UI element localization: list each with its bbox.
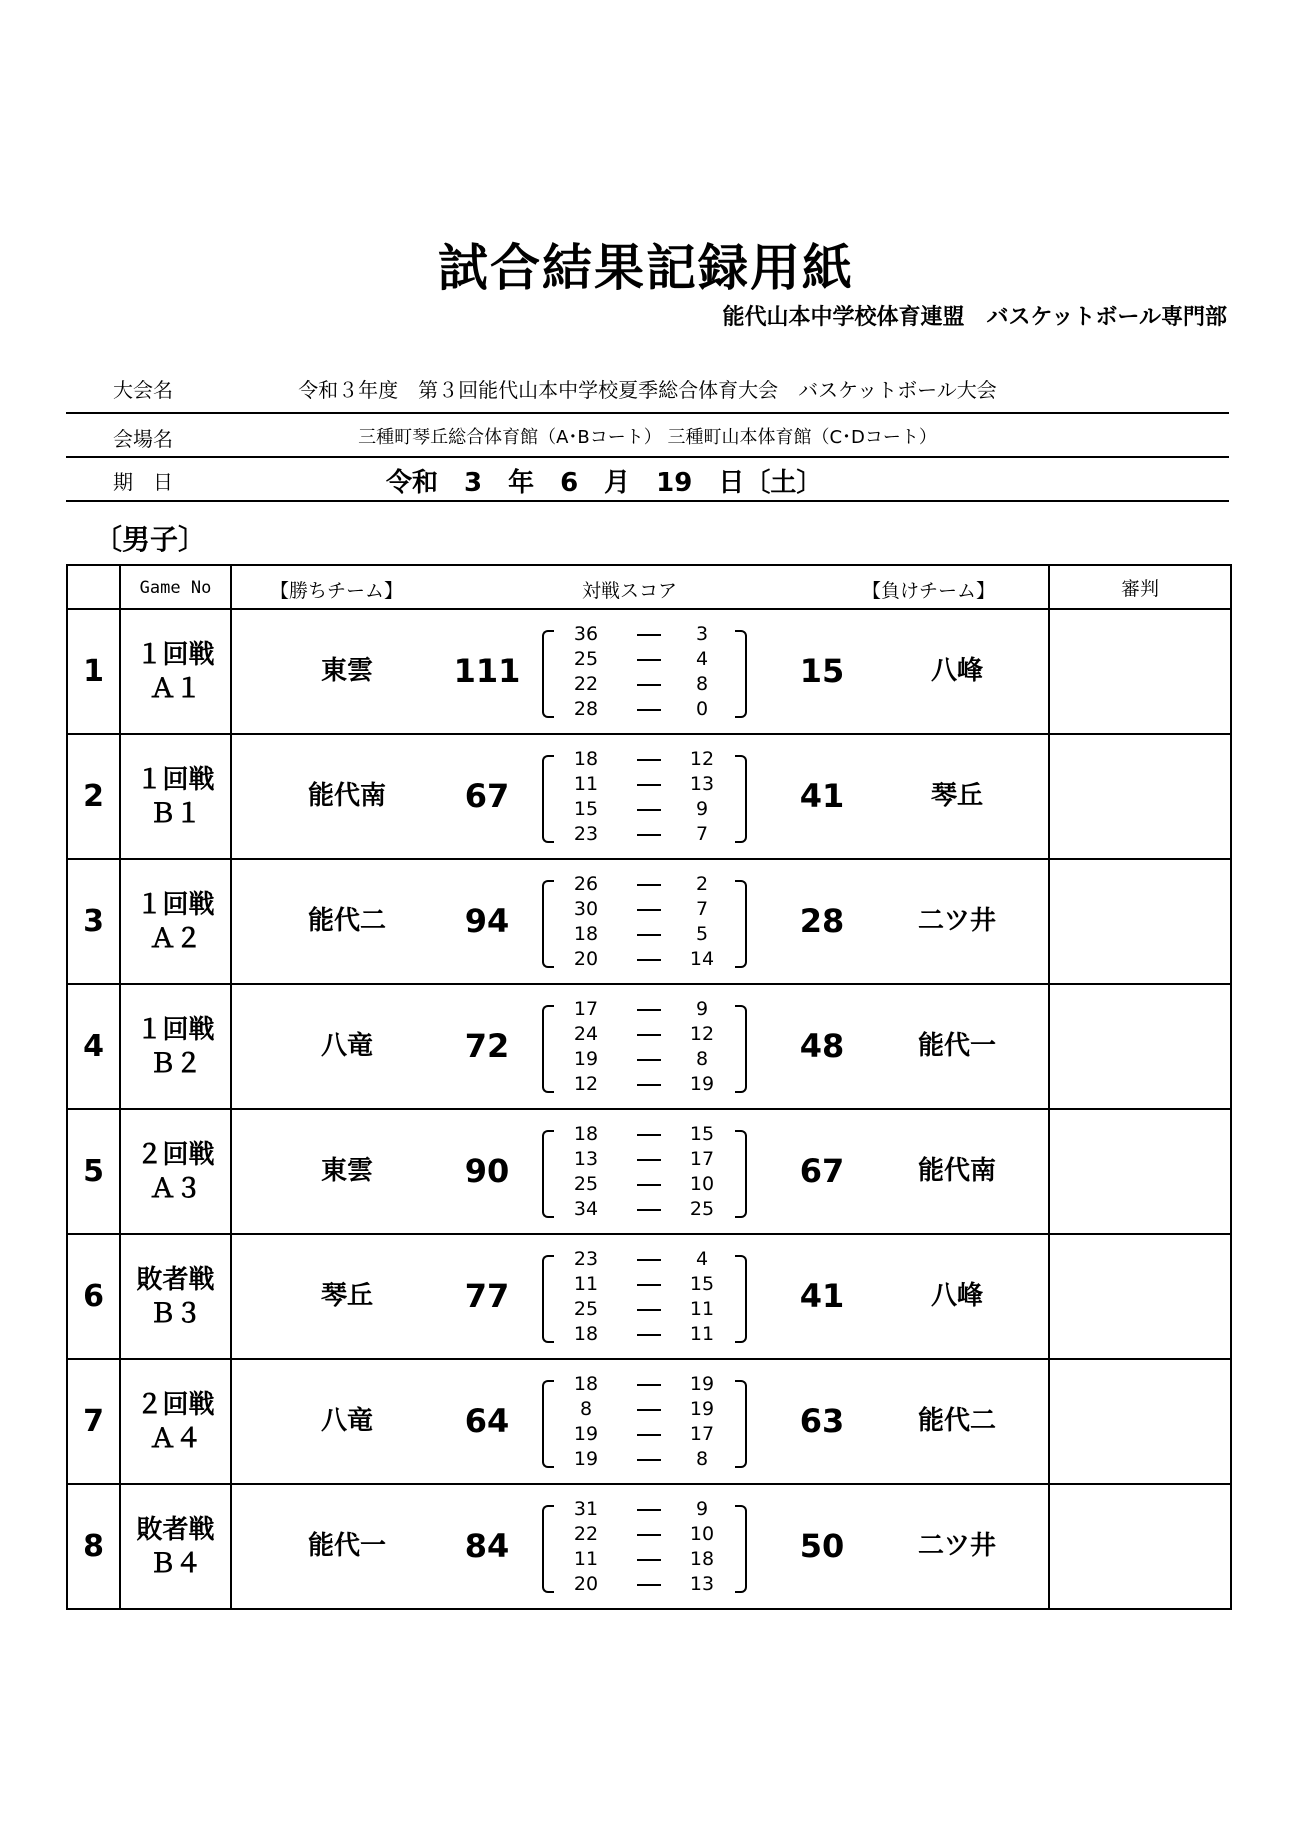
winner-total-score: 84 <box>464 1527 510 1565</box>
loser-total-score: 41 <box>799 777 845 815</box>
tournament-row <box>66 362 1229 414</box>
game-round: ２回戦 <box>136 1139 215 1170</box>
quarter-winner-score: 19 <box>573 1423 599 1445</box>
match-cell <box>231 1359 1049 1484</box>
quarter-loser-score: 19 <box>689 1073 715 1095</box>
game-code: Ｂ４ <box>149 1548 202 1579</box>
dash <box>637 1309 661 1311</box>
dash <box>637 1034 661 1036</box>
match-cell <box>231 734 1049 859</box>
left-bracket <box>542 1380 554 1468</box>
left-bracket <box>542 755 554 843</box>
quarter-scores <box>557 622 732 722</box>
quarter-loser-score: 14 <box>689 948 715 970</box>
game-code: Ａ４ <box>149 1423 202 1454</box>
quarter-4 <box>557 697 732 722</box>
quarter-winner-score: 26 <box>573 873 599 895</box>
dash <box>637 1534 661 1536</box>
winner-total-score: 90 <box>464 1152 510 1190</box>
left-bracket <box>542 1005 554 1093</box>
left-bracket <box>542 630 554 718</box>
winner-total-score: 94 <box>464 902 510 940</box>
game-round: １回戦 <box>136 764 215 795</box>
header-score: 対戦スコア <box>582 580 678 602</box>
game-code: Ａ３ <box>149 1173 202 1204</box>
date-row <box>66 456 1229 502</box>
dash <box>637 884 661 886</box>
quarter-winner-score: 34 <box>573 1198 599 1220</box>
quarter-winner-score: 20 <box>573 1573 599 1595</box>
quarter-1 <box>557 997 732 1022</box>
game-number: 8 <box>67 1484 120 1609</box>
game-id <box>120 609 231 734</box>
venue-row <box>66 412 1229 458</box>
dash <box>637 709 661 711</box>
game-number: 5 <box>67 1109 120 1234</box>
quarter-loser-score: 9 <box>695 998 709 1020</box>
quarter-1 <box>557 622 732 647</box>
dash <box>637 1009 661 1011</box>
quarter-2 <box>557 1397 732 1422</box>
dash <box>637 659 661 661</box>
quarter-4 <box>557 822 732 847</box>
dash <box>637 1384 661 1386</box>
game-row <box>67 1109 1231 1234</box>
quarter-4 <box>557 1572 732 1597</box>
quarter-loser-score: 10 <box>689 1173 715 1195</box>
quarter-winner-score: 13 <box>573 1148 599 1170</box>
quarter-4 <box>557 1197 732 1222</box>
match-cell <box>231 1109 1049 1234</box>
loser-total-score: 28 <box>799 902 845 940</box>
quarter-winner-score: 31 <box>573 1498 599 1520</box>
dash <box>637 759 661 761</box>
game-id <box>120 734 231 859</box>
loser-team: 二ツ井 <box>917 906 996 936</box>
game-code: Ａ２ <box>149 923 202 954</box>
tournament-name: 令和３年度 第３回能代山本中学校夏季総合体育大会 バスケットボール大会 <box>298 378 997 402</box>
dash <box>637 1259 661 1261</box>
dash <box>637 1509 661 1511</box>
game-id <box>120 859 231 984</box>
quarter-2 <box>557 772 732 797</box>
left-bracket <box>542 1255 554 1343</box>
quarter-loser-score: 4 <box>695 648 709 670</box>
dash <box>637 1584 661 1586</box>
dash <box>637 834 661 836</box>
winner-team: 東雲 <box>320 1156 373 1186</box>
quarter-winner-score: 18 <box>573 1323 599 1345</box>
quarter-loser-score: 19 <box>689 1398 715 1420</box>
quarter-loser-score: 8 <box>695 1448 709 1470</box>
right-bracket <box>735 630 747 718</box>
dash <box>637 1409 661 1411</box>
right-bracket <box>735 1505 747 1593</box>
dash <box>637 1134 661 1136</box>
match-cell <box>231 609 1049 734</box>
quarter-winner-score: 19 <box>573 1448 599 1470</box>
game-number: 4 <box>67 984 120 1109</box>
quarter-loser-score: 0 <box>695 698 709 720</box>
quarter-1 <box>557 1372 732 1397</box>
dash <box>637 1459 661 1461</box>
quarter-winner-score: 25 <box>573 1298 599 1320</box>
referee-cell[interactable] <box>1049 734 1231 859</box>
game-id <box>120 1109 231 1234</box>
winner-team: 八竜 <box>320 1406 373 1436</box>
dash <box>637 684 661 686</box>
loser-team: 八峰 <box>930 656 983 686</box>
quarter-winner-score: 25 <box>573 648 599 670</box>
organization-name: 能代山本中学校体育連盟 バスケットボール専門部 <box>722 305 1227 330</box>
left-bracket <box>542 880 554 968</box>
game-code: Ｂ２ <box>149 1048 202 1079</box>
game-number: 6 <box>67 1234 120 1359</box>
quarter-1 <box>557 872 732 897</box>
quarter-scores <box>557 1497 732 1597</box>
date-value: 令和 3 年 6 月 19 日〔土〕 <box>386 468 823 498</box>
winner-total-score: 77 <box>464 1277 510 1315</box>
quarter-loser-score: 12 <box>689 1023 715 1045</box>
game-row <box>67 734 1231 859</box>
loser-total-score: 63 <box>799 1402 845 1440</box>
quarter-loser-score: 5 <box>695 923 709 945</box>
quarter-winner-score: 28 <box>573 698 599 720</box>
quarter-winner-score: 18 <box>573 1123 599 1145</box>
quarter-1 <box>557 1122 732 1147</box>
dash <box>637 934 661 936</box>
quarter-4 <box>557 1072 732 1097</box>
dash <box>637 1334 661 1336</box>
dash <box>637 634 661 636</box>
quarter-loser-score: 8 <box>695 1048 709 1070</box>
header-referee: 審判 <box>1049 565 1231 609</box>
quarter-3 <box>557 672 732 697</box>
right-bracket <box>735 1130 747 1218</box>
quarter-2 <box>557 1522 732 1547</box>
quarter-2 <box>557 647 732 672</box>
winner-total-score: 67 <box>464 777 510 815</box>
quarter-1 <box>557 1247 732 1272</box>
date-label: 期 日 <box>113 470 173 494</box>
dash <box>637 1209 661 1211</box>
quarter-2 <box>557 1022 732 1047</box>
quarter-3 <box>557 1172 732 1197</box>
quarter-3 <box>557 1047 732 1072</box>
game-id <box>120 1359 231 1484</box>
quarter-4 <box>557 1322 732 1347</box>
quarter-loser-score: 13 <box>689 1573 715 1595</box>
quarter-loser-score: 7 <box>695 898 709 920</box>
quarter-winner-score: 11 <box>573 1273 599 1295</box>
game-code: Ｂ３ <box>149 1298 202 1329</box>
header-match <box>231 565 1049 609</box>
quarter-loser-score: 17 <box>689 1148 715 1170</box>
game-code: Ａ１ <box>149 673 202 704</box>
quarter-winner-score: 22 <box>573 1523 599 1545</box>
dash <box>637 1559 661 1561</box>
winner-team: 琴丘 <box>320 1281 373 1311</box>
dash <box>637 1284 661 1286</box>
dash <box>637 959 661 961</box>
game-round: 敗者戦 <box>136 1264 215 1295</box>
loser-total-score: 48 <box>799 1027 845 1065</box>
left-bracket <box>542 1130 554 1218</box>
game-id <box>120 1484 231 1609</box>
quarter-winner-score: 18 <box>573 748 599 770</box>
winner-team: 八竜 <box>320 1031 373 1061</box>
dash <box>637 784 661 786</box>
left-bracket <box>542 1505 554 1593</box>
venue-label: 会場名 <box>113 427 173 451</box>
quarter-winner-score: 12 <box>573 1073 599 1095</box>
quarter-3 <box>557 1422 732 1447</box>
quarter-scores <box>557 747 732 847</box>
right-bracket <box>735 1255 747 1343</box>
loser-total-score: 15 <box>799 652 845 690</box>
right-bracket <box>735 1380 747 1468</box>
quarter-loser-score: 15 <box>689 1273 715 1295</box>
match-cell <box>231 984 1049 1109</box>
quarter-winner-score: 20 <box>573 948 599 970</box>
match-cell <box>231 1484 1049 1609</box>
winner-total-score: 111 <box>453 652 521 690</box>
quarter-loser-score: 19 <box>689 1373 715 1395</box>
winner-team: 能代一 <box>307 1531 386 1561</box>
quarter-3 <box>557 1547 732 1572</box>
loser-total-score: 41 <box>799 1277 845 1315</box>
quarter-loser-score: 3 <box>695 623 709 645</box>
quarter-loser-score: 13 <box>689 773 715 795</box>
game-round: １回戦 <box>136 639 215 670</box>
quarter-loser-score: 4 <box>695 1248 709 1270</box>
quarter-winner-score: 18 <box>573 923 599 945</box>
loser-team: 能代一 <box>917 1031 996 1061</box>
page-title: 試合結果記録用紙 <box>438 239 854 297</box>
match-cell <box>231 1234 1049 1359</box>
results-table <box>66 564 1232 1610</box>
quarter-winner-score: 11 <box>573 773 599 795</box>
quarter-winner-score: 15 <box>573 798 599 820</box>
quarter-winner-score: 11 <box>573 1548 599 1570</box>
quarter-scores <box>557 872 732 972</box>
quarter-loser-score: 17 <box>689 1423 715 1445</box>
match-cell <box>231 859 1049 984</box>
loser-total-score: 50 <box>799 1527 845 1565</box>
quarter-winner-score: 17 <box>573 998 599 1020</box>
game-number: 1 <box>67 609 120 734</box>
loser-total-score: 67 <box>799 1152 845 1190</box>
dash <box>637 1084 661 1086</box>
quarter-loser-score: 9 <box>695 1498 709 1520</box>
referee-cell[interactable] <box>1049 1109 1231 1234</box>
game-round: １回戦 <box>136 1014 215 1045</box>
game-round: ２回戦 <box>136 1389 215 1420</box>
game-round: １回戦 <box>136 889 215 920</box>
right-bracket <box>735 880 747 968</box>
dash <box>637 1184 661 1186</box>
dash <box>637 1059 661 1061</box>
loser-team: 能代南 <box>917 1156 996 1186</box>
loser-team: 八峰 <box>930 1281 983 1311</box>
quarter-loser-score: 2 <box>695 873 709 895</box>
dash <box>637 1434 661 1436</box>
quarter-winner-score: 36 <box>573 623 599 645</box>
loser-team: 琴丘 <box>930 781 983 811</box>
referee-cell[interactable] <box>1049 1234 1231 1359</box>
game-id <box>120 984 231 1109</box>
quarter-loser-score: 25 <box>689 1198 715 1220</box>
quarter-scores <box>557 1247 732 1347</box>
header-game-no-label: Game No <box>139 578 212 598</box>
quarter-winner-score: 18 <box>573 1373 599 1395</box>
quarter-loser-score: 9 <box>695 798 709 820</box>
quarter-2 <box>557 1272 732 1297</box>
quarter-winner-score: 24 <box>573 1023 599 1045</box>
winner-team: 能代南 <box>307 781 386 811</box>
game-round: 敗者戦 <box>136 1514 215 1545</box>
quarter-winner-score: 22 <box>573 673 599 695</box>
header-number <box>67 565 120 609</box>
quarter-loser-score: 10 <box>689 1523 715 1545</box>
quarter-1 <box>557 747 732 772</box>
header-game-no <box>120 565 231 609</box>
quarter-winner-score: 25 <box>573 1173 599 1195</box>
quarter-loser-score: 11 <box>689 1298 715 1320</box>
quarter-scores <box>557 1372 732 1472</box>
game-row <box>67 609 1231 734</box>
section-boys: 〔男子〕 <box>94 523 207 556</box>
quarter-winner-score: 19 <box>573 1048 599 1070</box>
quarter-scores <box>557 997 732 1097</box>
quarter-loser-score: 18 <box>689 1548 715 1570</box>
game-number: 3 <box>67 859 120 984</box>
quarter-loser-score: 7 <box>695 823 709 845</box>
referee-cell[interactable] <box>1049 609 1231 734</box>
quarter-3 <box>557 922 732 947</box>
game-number: 2 <box>67 734 120 859</box>
loser-team: 能代二 <box>917 1406 996 1436</box>
winner-total-score: 64 <box>464 1402 510 1440</box>
right-bracket <box>735 755 747 843</box>
quarter-1 <box>557 1497 732 1522</box>
game-row <box>67 984 1231 1109</box>
loser-team: 二ツ井 <box>917 1531 996 1561</box>
quarter-scores <box>557 1122 732 1222</box>
quarter-winner-score: 8 <box>579 1398 593 1420</box>
referee-cell[interactable] <box>1049 1484 1231 1609</box>
games-body <box>67 609 1231 1609</box>
winner-team: 能代二 <box>307 906 386 936</box>
winner-team: 東雲 <box>320 656 373 686</box>
header-winner: 【勝ちチーム】 <box>270 580 404 602</box>
right-bracket <box>735 1005 747 1093</box>
header-loser: 【負けチーム】 <box>862 580 996 602</box>
quarter-2 <box>557 1147 732 1172</box>
referee-cell[interactable] <box>1049 1359 1231 1484</box>
venue-name: 三種町琴丘総合体育館（A･Bコート） 三種町山本体育館（C･Dコート） <box>358 427 937 448</box>
quarter-4 <box>557 947 732 972</box>
game-row <box>67 859 1231 984</box>
quarter-loser-score: 11 <box>689 1323 715 1345</box>
game-row <box>67 1359 1231 1484</box>
game-number: 7 <box>67 1359 120 1484</box>
tournament-label: 大会名 <box>113 378 173 402</box>
game-row <box>67 1234 1231 1359</box>
table-header-row <box>67 565 1231 609</box>
game-id <box>120 1234 231 1359</box>
quarter-3 <box>557 1297 732 1322</box>
quarter-winner-score: 30 <box>573 898 599 920</box>
referee-cell[interactable] <box>1049 984 1231 1109</box>
quarter-4 <box>557 1447 732 1472</box>
quarter-winner-score: 23 <box>573 823 599 845</box>
quarter-loser-score: 8 <box>695 673 709 695</box>
quarter-loser-score: 12 <box>689 748 715 770</box>
dash <box>637 909 661 911</box>
dash <box>637 1159 661 1161</box>
quarter-winner-score: 23 <box>573 1248 599 1270</box>
game-row <box>67 1484 1231 1609</box>
game-code: Ｂ１ <box>149 798 202 829</box>
quarter-loser-score: 15 <box>689 1123 715 1145</box>
quarter-2 <box>557 897 732 922</box>
winner-total-score: 72 <box>464 1027 510 1065</box>
quarter-3 <box>557 797 732 822</box>
referee-cell[interactable] <box>1049 859 1231 984</box>
dash <box>637 809 661 811</box>
